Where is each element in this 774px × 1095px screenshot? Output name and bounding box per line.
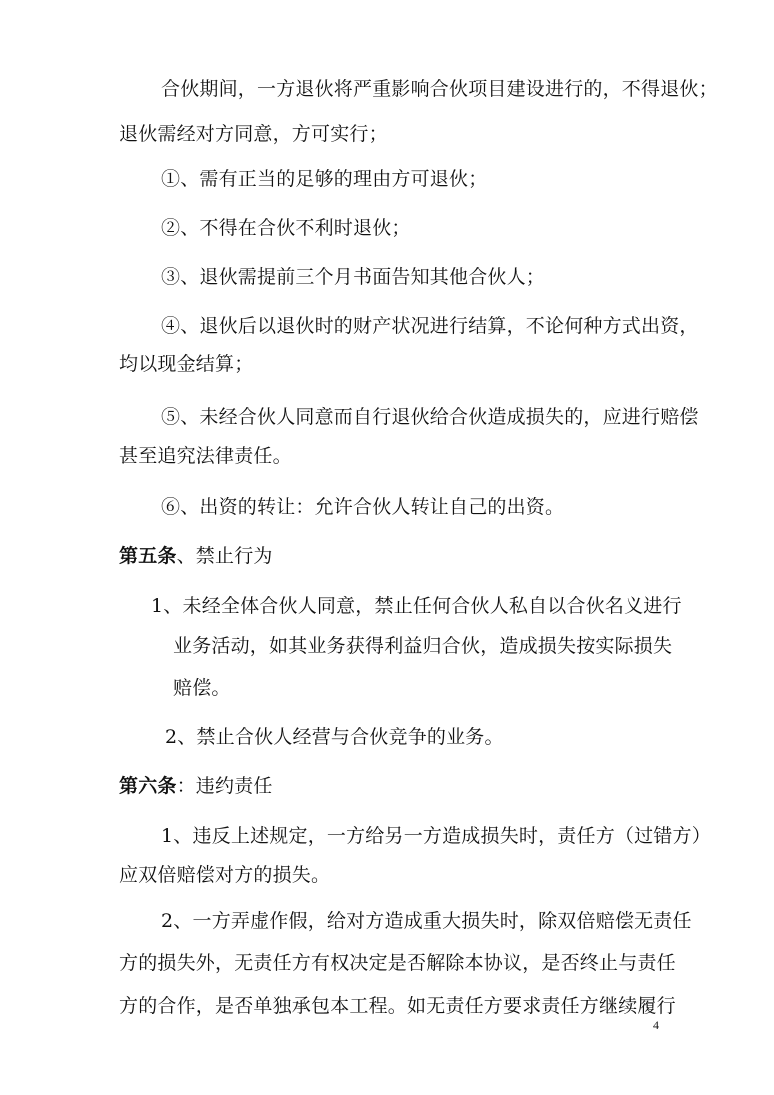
paragraph-line: 退伙需经对方同意，方可实行； <box>119 123 388 145</box>
page-number: 4 <box>653 1018 659 1032</box>
clause-line: 2、禁止合伙人经营与合伙竞争的业务。 <box>165 726 504 748</box>
article-heading <box>119 773 273 799</box>
clause-line: 应双倍赔偿对方的损失。 <box>119 864 331 886</box>
article-title: 、禁止行为 <box>176 545 273 567</box>
list-item: ①、需有正当的足够的理由方可退伙； <box>161 168 488 190</box>
list-item: ⑤、未经合伙人同意而自行退伙给合伙造成损失的，应进行赔偿 <box>161 406 699 428</box>
article-title: ：违约责任 <box>176 775 273 797</box>
clause-line: 1、未经全体合伙人同意，禁止任何合伙人私自以合伙名义进行 <box>151 595 682 617</box>
article-label: 第五条 <box>119 545 177 567</box>
paragraph-line: 合伙期间，一方退伙将严重影响合伙项目建设进行的，不得退伙； <box>161 78 718 100</box>
clause-line: 赔偿。 <box>173 677 231 699</box>
list-item: ④、退伙后以退伙时的财产状况进行结算，不论何种方式出资， <box>161 315 699 337</box>
clause-line: 方的损失外，无责任方有权决定是否解除本协议，是否终止与责任 <box>119 952 676 974</box>
list-item: ②、不得在合伙不利时退伙； <box>161 217 411 239</box>
article-heading <box>119 543 273 569</box>
list-item: ⑥、出资的转让：允许合伙人转让自己的出资。 <box>161 496 565 518</box>
article-label: 第六条 <box>119 775 177 797</box>
clause-line: 1、违反上述规定，一方给另一方造成损失时，责任方（过错方） <box>161 825 711 847</box>
list-item: ③、退伙需提前三个月书面告知其他合伙人； <box>161 266 546 288</box>
clause-line: 方的合作，是否单独承包本工程。如无责任方要求责任方继续履行 <box>119 995 676 1017</box>
list-item-continuation: 均以现金结算； <box>119 353 254 375</box>
clause-line: 业务活动，如其业务获得利益归合伙，造成损失按实际损失 <box>173 635 673 657</box>
clause-line: 2、一方弄虚作假，给对方造成重大损失时，除双倍赔偿无责任 <box>161 910 692 932</box>
list-item-continuation: 甚至追究法律责任。 <box>119 445 292 467</box>
